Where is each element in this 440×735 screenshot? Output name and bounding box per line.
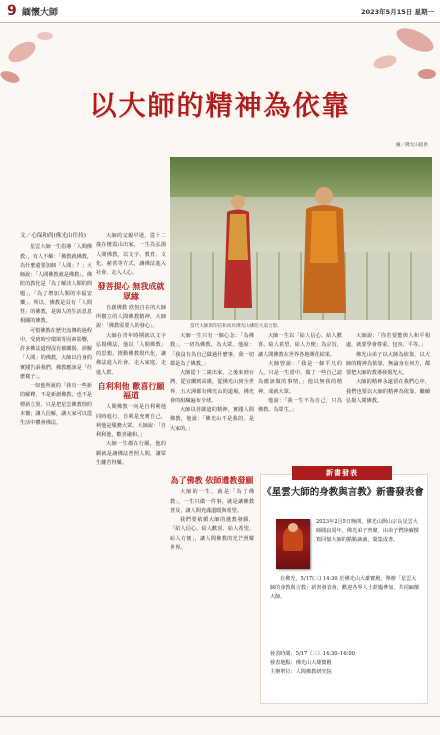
paragraph: 大師一生都在行願，他的願就是讓佛法普照人間，讓眾生離苦得樂。: [96, 441, 166, 466]
byline: 文／心保和尚(佛光山住持): [20, 233, 86, 239]
article-column-2: [96, 232, 166, 468]
photo-ground: [170, 252, 432, 320]
article-column-3: [170, 332, 254, 434]
book-cover-image: [276, 519, 310, 569]
paragraph: 大師的一生，就是「為了佛教」，一生只做一件事，就是讓佛教普及，讓人間充滿溫暖與希望。: [170, 489, 254, 514]
paragraph: 大師從十二歲出家，之後來到台灣，從宜蘭到高雄，從佛光山到全世界，五大洲都有佛光山的道場，佛光會的組織遍布全球。: [170, 370, 254, 404]
photo-credit: 圖／佛光山提供: [395, 143, 428, 148]
section-name: 緬懷大師: [22, 8, 59, 18]
photo-monk-left: [222, 190, 254, 310]
article-column-1: [20, 232, 92, 428]
article-photo: [170, 157, 432, 320]
paragraph: 大師一生只有一個心念：「為佛教」，一切為佛教、為大眾。他說：「我沒有為自己做過什麼事，我一切都是為了佛教。」: [170, 333, 254, 367]
page-bottom-rule: [0, 716, 440, 717]
paragraph: 大師以菩薩道的精神，實踐人間佛教，他說：「佛光山不是我的，是大家的。」: [170, 407, 254, 432]
paragraph: 我們要依循大師的遺教發願，「給人信心、給人歡喜、給人希望、給人方便」，讓人間佛教的光芒照耀世界。: [170, 517, 254, 551]
article-title: 以大師的精神為依靠: [89, 91, 351, 122]
paragraph: 他說：「我一生不為自己，只為佛教、為眾生。」: [258, 397, 342, 413]
flower-petals-decoration-right: [345, 22, 440, 92]
paragraph: 大師曾說：「我是一個平凡的人，只是一生當中，做了一些自己認為應該做的事情。」他以無我的精神，成就大眾。: [258, 360, 342, 395]
photo-caption: 當代大師與印信和尚於佛光山佛陀大道合影。: [190, 324, 282, 329]
book-launch-description: 2023年2月5日晚間，佛光山開山宗長星雲大師圓寂周年，佛光弟子齊聚，由弟子們陸續撰寫回憶大師的點點滴滴，彙集成書。: [316, 519, 419, 544]
page-number: 9: [7, 3, 17, 19]
subheading: 發菩提心 無我成就眾緣: [97, 282, 165, 301]
subheading: 為了佛教 依師遺教發願: [170, 476, 254, 485]
paragraph: 可惜佛教在歷史流傳的過程中，受到時空環境等因素影響，許多佛法道理沒有被闡揚，誤解「人間」的佛教，大師以自身的實踐告訴我們，佛教應該是「什麼樣子」。: [20, 327, 92, 380]
book-cover-head: [288, 523, 298, 532]
article-column-4: [258, 332, 342, 415]
paragraph: 大師的精神永遠留在我們心中，我們也要以大師的精神為依靠，繼續弘揚人間佛教。: [346, 379, 430, 404]
issue-date: 2023年5月15日 星期一: [361, 8, 434, 16]
paragraph: 大師在青年時期就以文字弘揚佛法，他以「人間佛教」的思想，推動佛教現代化，讓佛法進入社會、走入家庭、走進人群。: [96, 332, 166, 376]
book-launch-info: [270, 650, 420, 678]
book-info-line: 發表時間：5/17（三）14:30–16:00: [270, 651, 355, 657]
paragraph: 星雲大師一生倡導「人間佛教」，有人不解：「佛教就佛教，為什麼還要加個「人間」？」大師說：「人間佛教就是佛教」。佛陀的教化是「為了解決人類的問題」，「為了增加人類的幸福安樂」。所以，佛教是具有「人間性」的佛教，是與人的生活息息相關的佛教。: [20, 244, 92, 325]
paragraph: 自創佛教 欣悅自在的大師所樹立的人間佛教精神，大師說：「佛教需要人的發心」。: [96, 304, 166, 330]
paragraph: 大師一生以「給人信心、給人歡喜、給人希望、給人方便」為宗旨，讓人間佛教在世界各地開花結果。: [258, 333, 342, 358]
page-header: [0, 0, 440, 23]
book-launch-title: 《星雲大師的身教與言教》新書發表會: [262, 487, 424, 498]
subheading: 自利利他 歡喜行願福道: [97, 381, 165, 400]
paragraph: 人間佛教一向是自利利他同時進行，自利是充實自己，利他是服務大眾。大師說：「自利利他，歡喜融和。」: [96, 404, 166, 438]
paragraph: 大師說：「你若要能與人和平相處，就要學會尊重、包容、平等。」: [346, 333, 430, 349]
paragraph: 一如他所說的「我有一些新的解釋，不是新創佛教，也不是標新立異，只是把星雲佛教理的本懷」讓人信解，讓大家可以從生活中體會佛法。: [20, 383, 92, 426]
book-info-line: 主辦單位：人間佛教研究院: [270, 669, 332, 676]
article-column-5: [346, 332, 430, 406]
book-info-line: 發表地點：佛光山大雄寶殿: [270, 660, 332, 667]
photo-hedge: [170, 157, 432, 197]
book-launch-tag: 新書發表: [292, 466, 392, 480]
photo-monk-right: [302, 183, 347, 315]
article-column-6: [170, 472, 254, 553]
paragraph: 大師的父親早逝，從十二歲在棲霞山出家，一生為弘揚人間佛教，以文字、教育、文化、慈善等方式，讓佛法進入社會、走入人心。: [96, 233, 166, 276]
paragraph: 佛光山弟子以大師為依靠，以大師的精神為依靠，無論身在何方，都要把大師的教導發揚光大。: [346, 351, 430, 376]
book-launch-intro: 在佛光，5/17(三) 14:30 於佛光山大雄寶殿，舉辦「星雲大師的身教與言教」新書發表會，歡迎各界人士蒞臨參加，共同緬懷大師。: [270, 576, 420, 601]
